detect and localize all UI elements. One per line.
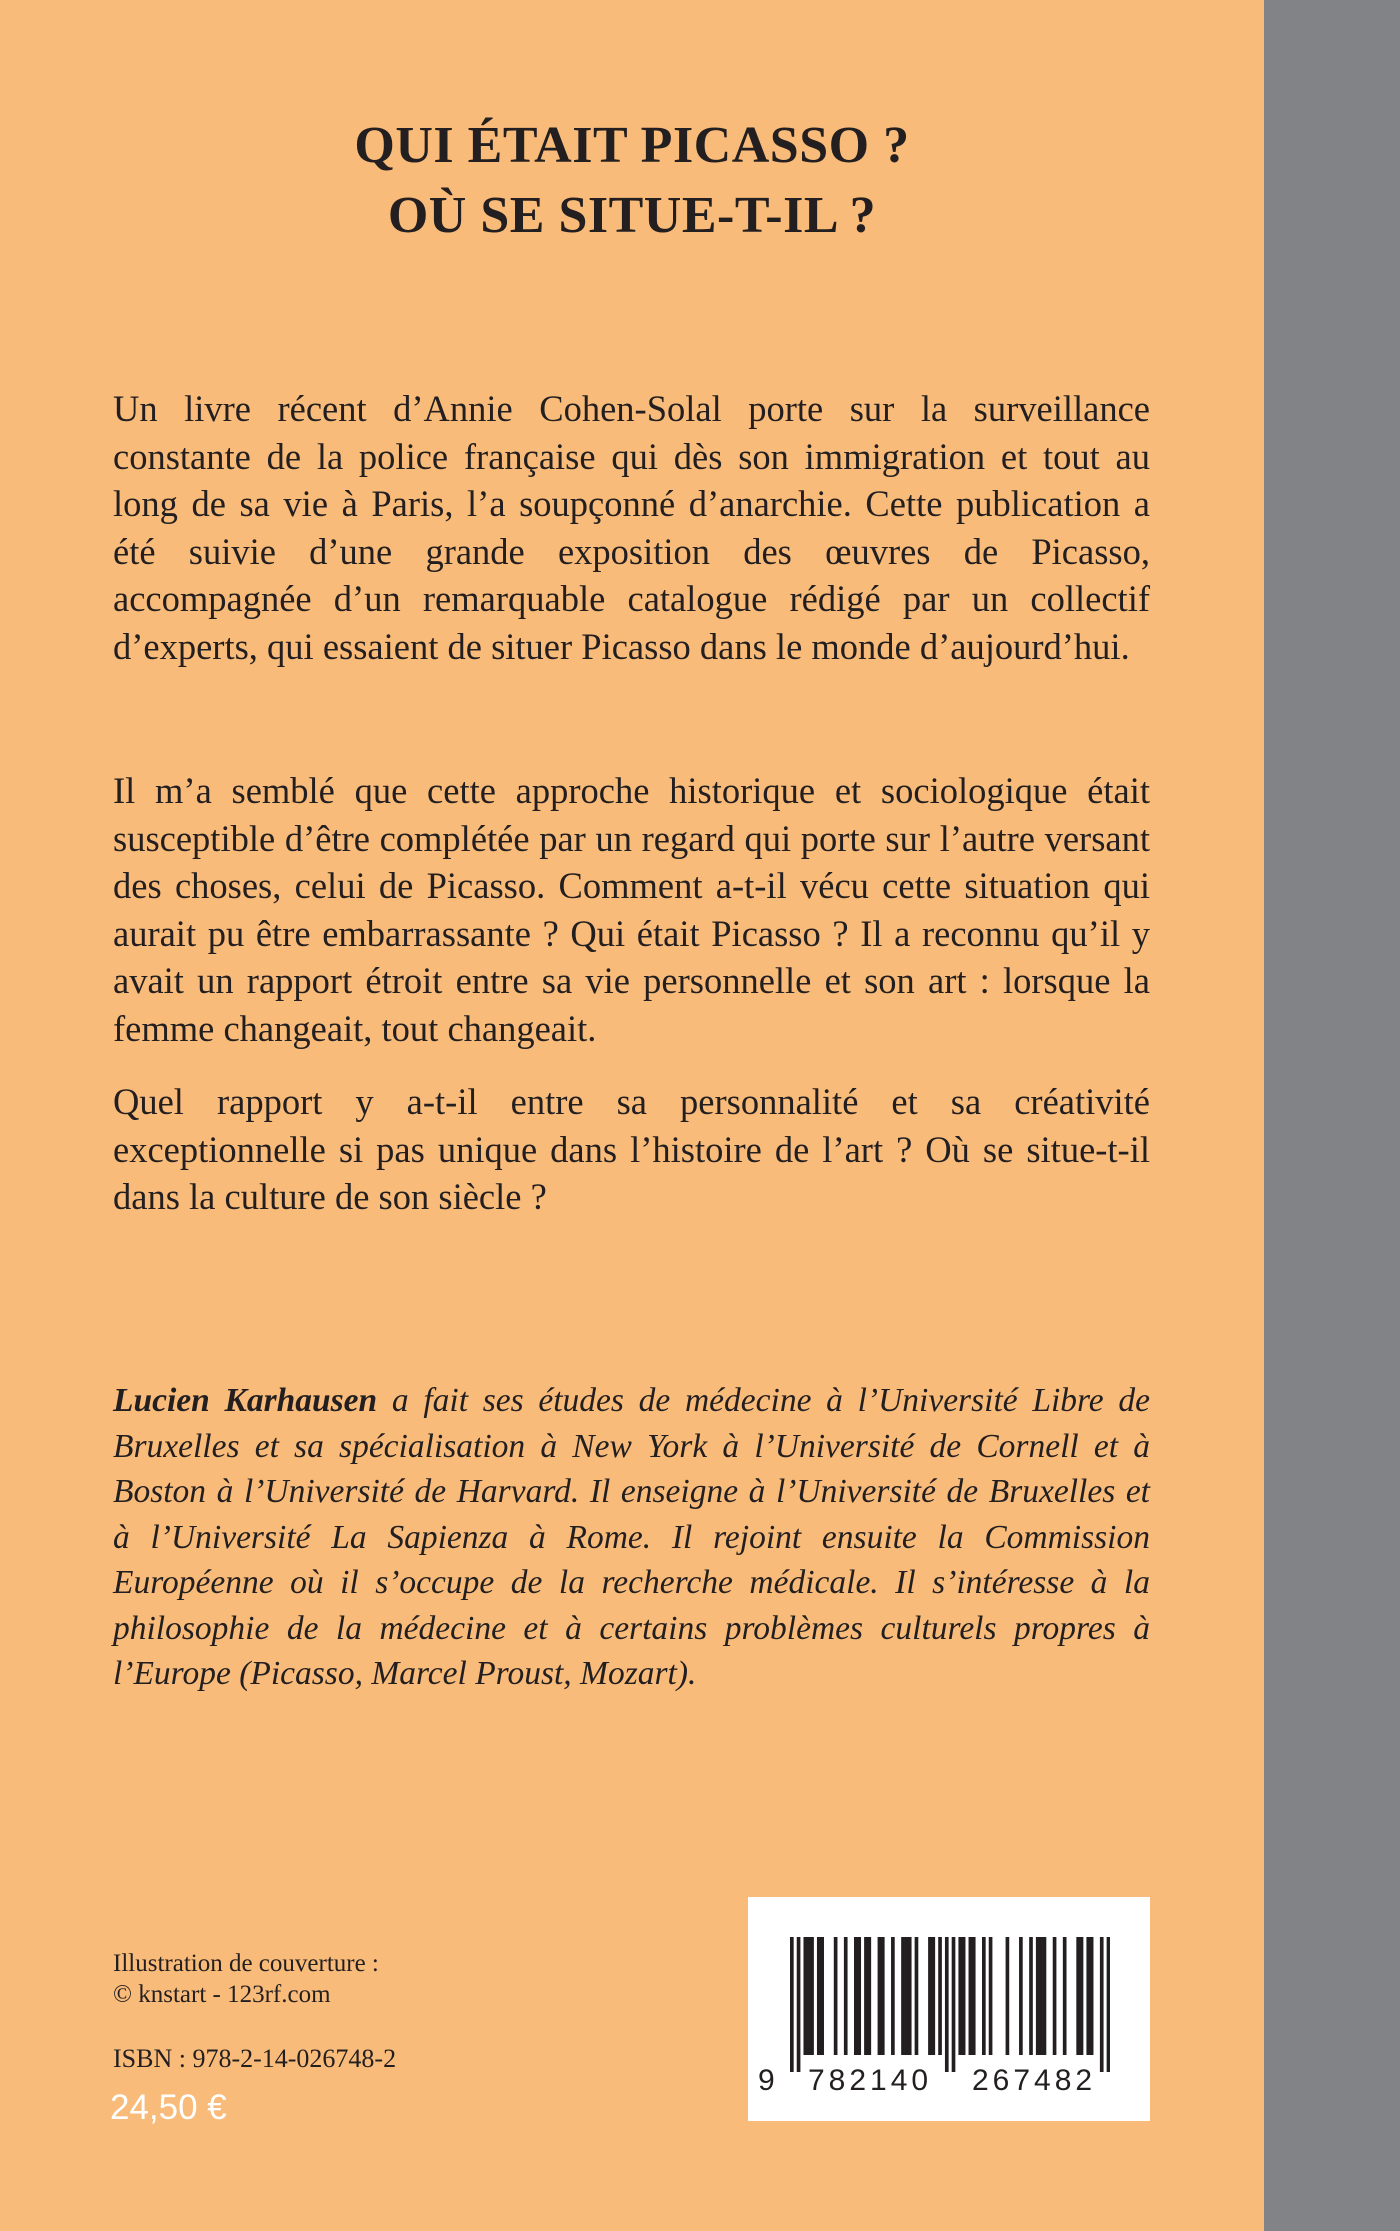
barcode-left-group: 782140 [808,2064,933,2097]
barcode-bar [820,1937,824,2055]
barcode-bar [878,1937,882,2055]
barcode-bar [854,1937,858,2055]
barcode-bar [1043,1937,1047,2055]
barcode-bar [931,1937,935,2055]
barcode-bar [928,1937,932,2055]
paragraph-1: Un livre récent d’Annie Cohen-Solal porte sur la surveillance constante de la police française qui dès son immigration et tout au long de sa vie à Paris, l’a soupçonné d’anarchie. Cette publication a été suivie d’une grande exposition des œuvres de Picasso, accompagnée d’un remarquable catalogue rédigé par un collectif d’experts, qui essaient de situer Picasso dans le monde d’aujourd’hui. [113,388,1150,667]
title-line-2: OÙ SE SITUE-T-IL ? [387,187,877,244]
barcode-bar [1039,1937,1043,2055]
barcode-bar [864,1937,868,2055]
barcode-icon [790,1937,1110,2077]
barcode-bar [797,1937,801,2072]
barcode-bar [1036,1937,1040,2055]
barcode-bar [810,1937,814,2055]
book-spine [1264,0,1400,2231]
barcode-bar [790,1937,794,2072]
barcode-bar [834,1937,838,2055]
author-bio-text: a fait ses études de médecine à l’Université Libre de Bruxelles et sa spécialisation à New York à l’Université de Cornell et à Boston à l’Université de Harvard. Il enseigne à l’Université de Bruxelles et à l’Université La Sapienza à Rome. Il rejoint ensuite la Commission Européenne où il s’occupe de la recherche médicale. Il s’intéresse à la philosophie de la médecine et à certains problèmes culturels propres à l’Europe (Picasso, Marcel Proust, Mozart). [113,1382,1151,1692]
author-name: Lucien Karhausen [113,1382,378,1419]
barcode-bar [938,1937,942,2055]
barcode-bar [844,1937,848,2055]
barcode-bar [1029,1937,1033,2055]
barcode-bar [817,1937,821,2055]
barcode-bar [1080,1937,1084,2055]
credits-line-2: © knstart - 123rf.com [113,1981,331,2008]
barcode-bar [1063,1937,1067,2055]
barcode-bar [915,1937,919,2055]
barcode-bar [1076,1937,1080,2055]
barcode-bar [952,1937,956,2072]
barcode-bar [803,1937,807,2055]
barcode-bar [891,1937,895,2055]
barcode-bar [1086,1937,1090,2055]
barcode-bar [1053,1937,1057,2055]
barcode-bar [1090,1937,1094,2055]
paragraph-2: Il m’a semblé que cette approche historique et sociologique était susceptible d’être complétée par un regard qui porte sur l’autre versant des choses, celui de Picasso. Comment a-t-il vécu cette situation qui aurait pu être embarrassante ? Qui était Picasso ? Il a reconnu qu’il y avait un rapport étroit entre sa vie personnelle et son art : lorsque la femme changeait, tout changeait. [113,770,1150,1049]
barcode-bar [972,1937,976,2055]
barcode-bar [958,1937,962,2055]
author-bio [113,1378,1150,1697]
title-line-1: QUI ÉTAIT PICASSO ? [354,117,910,174]
barcode-bar [1100,1937,1104,2072]
barcode-first-digit: 9 [758,2064,775,2097]
barcode-bar [989,1937,993,2055]
barcode-bar [1019,1937,1023,2055]
barcode-bar [857,1937,861,2055]
price-label: 24,50 € [110,2088,227,2127]
barcode-bar [962,1937,966,2055]
cover-illustration-credits [113,1948,379,2010]
barcode-right-group: 267482 [972,2064,1097,2097]
barcode-bar [867,1937,871,2055]
barcode-bar [905,1937,909,2055]
barcode-bar [908,1937,912,2055]
barcode-bar [982,1937,986,2055]
barcode-bar [1006,1937,1010,2055]
barcode-bar [881,1937,885,2055]
barcode-digits [758,2061,1142,2101]
barcode-bar [901,1937,905,2055]
isbn-label: ISBN : 978-2-14-026748-2 [113,2044,397,2073]
barcode-panel [748,1897,1150,2121]
barcode-bar [807,1937,811,2055]
barcode-bar [1107,1937,1110,2072]
credits-line-1: Illustration de couverture : [113,1950,379,1977]
barcode-bar [969,1937,973,2055]
paragraph-3: Quel rapport y a-t-il entre sa personnalité et sa créativité exceptionnelle si pas unique dans l’histoire de l’art ? Où se situe-t-il dans la culture de son siècle ? [113,1081,1150,1217]
barcode-bar [945,1937,949,2072]
